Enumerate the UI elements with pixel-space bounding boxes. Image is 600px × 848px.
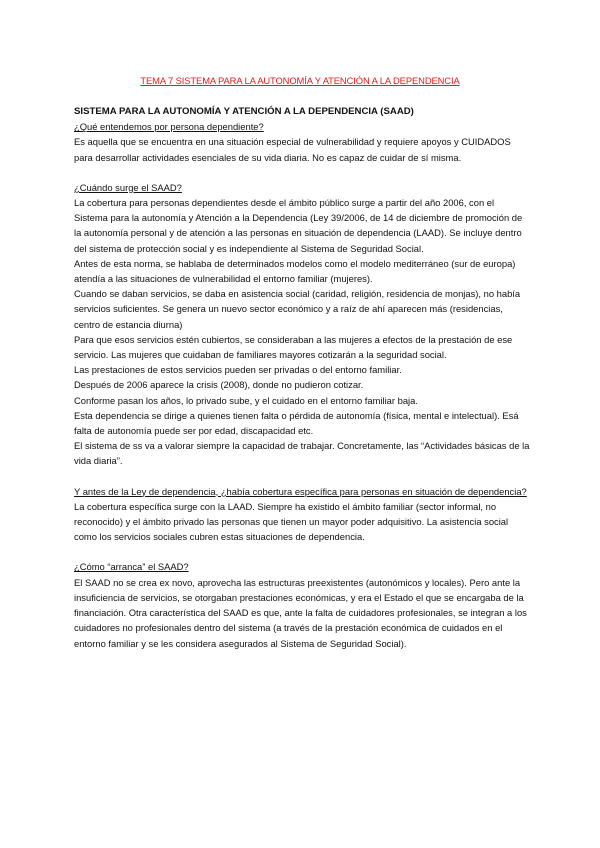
paragraph: Antes de esta norma, se hablaba de determinados modelos como el modelo mediterráneo (sur de europa) atendía a las situaciones de vulnerabilidad el entorno familiar (mujeres). xyxy=(74,257,516,285)
question-heading: ¿Qué entendemos por persona dependiente? xyxy=(74,121,264,133)
question-heading: ¿Cómo “arranca” el SAAD? xyxy=(74,561,189,573)
document-body xyxy=(74,104,530,651)
spacer xyxy=(74,469,530,484)
paragraph: La cobertura para personas dependientes desde el ámbito público surge a partir del año 2006, con el Sistema para la autonomía y Atención a la Dependencia (Ley 39/2006, de 14 de diciembre de promoción de la autonomía personal y de atención a las personas en situación de dependencia (LAAD). Se incluye dentro del sistema de protección social y es independiente al Sistema de Seguridad Social. xyxy=(74,197,523,254)
document-title: TEMA 7 SISTEMA PARA LA AUTONOMÍA Y ATENCIÓN A LA DEPENDENCIA xyxy=(140,75,460,86)
paragraph: Es aquella que se encuentra en una situación especial de vulnerabilidad y requiere apoyos y CUIDADOS para desarrollar actividades esenciales de su vida diaria. No es capaz de cuidar de sí misma. xyxy=(74,136,511,163)
paragraph: Para que esos servicios estén cubiertos, se consideraban a las mujeres a efectos de la prestación de ese servicio. Las mujeres que cuidaban de familiares mayores cotizarán a la seguridad social. xyxy=(74,333,513,361)
spacer xyxy=(74,165,530,180)
question-heading: Y antes de la Ley de dependencia, ¿había cobertura específica para personas en situación de dependencia? xyxy=(74,485,527,497)
paragraph: La cobertura específica surge con la LAAD. Siempre ha existido el ámbito familiar (sector informal, no reconocido) y el ámbito privado las personas que tienen un mayor poder adquisitivo. La asistencia social como los servicios sociales cubren estas situaciones de dependencia. xyxy=(74,500,509,543)
paragraph: Después de 2006 aparece la crisis (2008), donde no pudieron cotizar. xyxy=(74,379,364,391)
paragraph: Esta dependencia se dirige a quienes tienen falta o pérdida de autonomía (física, mental e intelectual). Esá falta de autonomía puede ser por edad, discapacidad etc. xyxy=(74,409,519,437)
question-heading: ¿Cuándo surge el SAAD? xyxy=(74,181,182,193)
section-heading: SISTEMA PARA LA AUTONOMÍA Y ATENCIÓN A LA DEPENDENCIA (SAAD) xyxy=(74,106,414,117)
spacer xyxy=(74,544,530,559)
paragraph: El sistema de ss va a valorar siempre la capacidad de trabajar. Concretamente, las “Actividades básicas de la vida diaria”. xyxy=(74,440,530,467)
paragraph: Las prestaciones de estos servicios pueden ser privadas o del entorno familiar. xyxy=(74,364,402,376)
paragraph: Cuando se daban servicios, se daba en asistencia social (caridad, religión, residencia de monjas), no había servicios suficientes. Se genera un nuevo sector económico y a raíz de ahí aparecen más (residencias, centro de estancia diurna) xyxy=(74,288,521,330)
paragraph: Conforme pasan los años, lo privado sube, y el cuidado en el entorno familiar baja. xyxy=(74,394,418,406)
paragraph: El SAAD no se crea ex novo, aprovecha las estructuras preexistentes (autonómicos y locales). Pero ante la insuficiencia de servicios, se otorgaban prestaciones económicas, y era el Estado el que se encargaba de la financiación. Otra característica del SAAD es que, ante la falta de cuidadores profesionales, se integran a los cuidadores no profesionales dentro del sistema (a través de la prestación económica de cuidados en el entorno familiar y se les considera asegurados al Sistema de Seguridad Social). xyxy=(74,576,527,649)
